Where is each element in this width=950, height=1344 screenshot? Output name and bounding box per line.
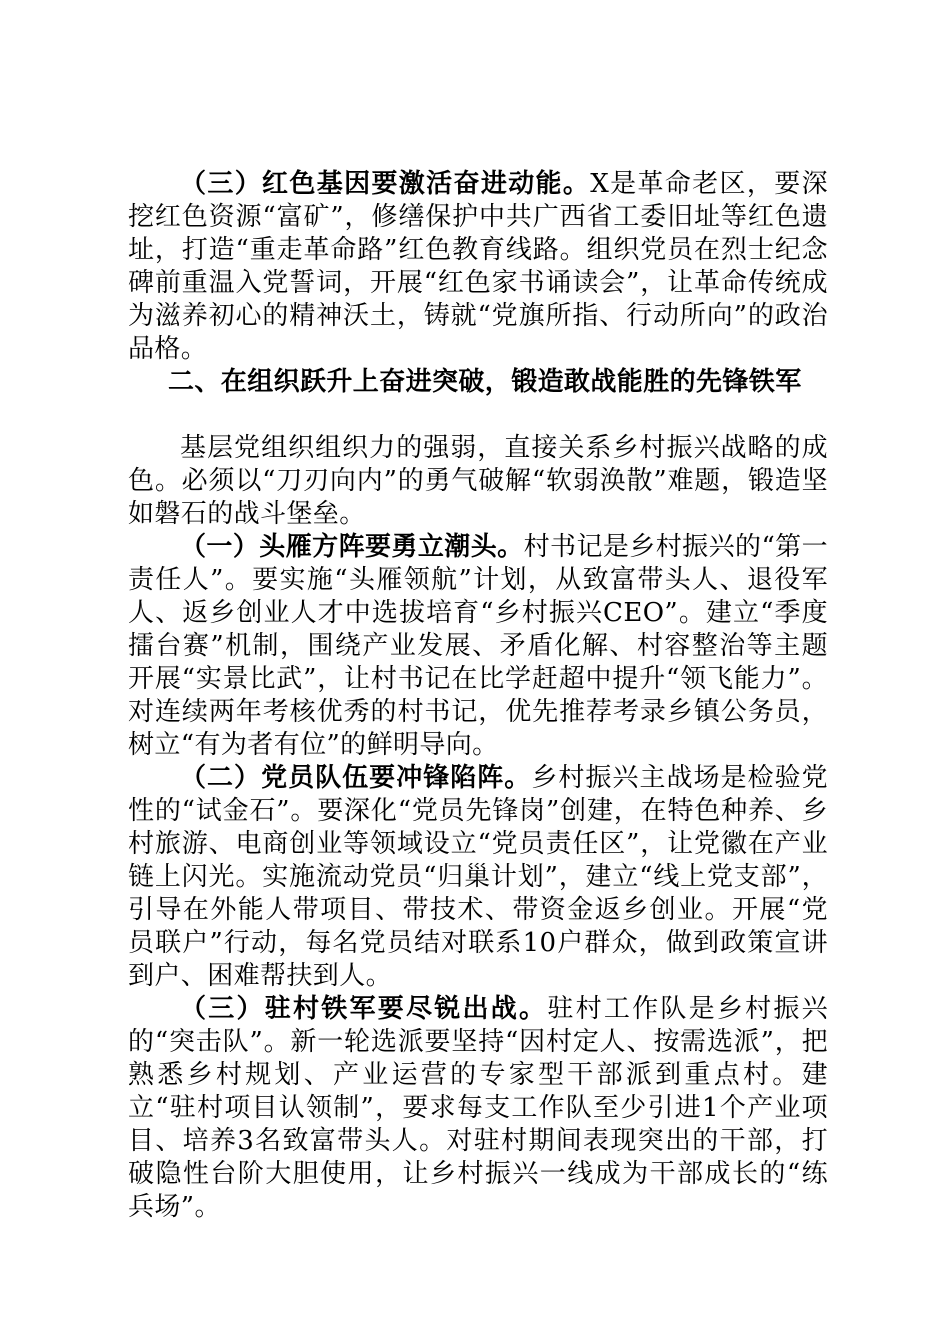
- paragraph-body: X是革命老区，要深挖红色资源“富矿”，修缮保护中共广西省工委旧址等红色遗址，打造“重走革命路”红色教育线路。组织党员在烈士纪念碑前重温入党誓词，开展“红色家书诵读会”，让革命传统成为滋养初心的精神沃土，铸就“党旗所指、行动所向”的政治品格。: [128, 169, 828, 364]
- paragraph-party-members: [128, 762, 828, 993]
- paragraph-lead: （三）红色基因要激活奋进动能。: [180, 169, 591, 199]
- paragraph-body: 驻村工作队是乡村振兴的“突击队”。新一轮选派要坚持“因村定人、按需选派”，把熟悉乡村规划、产业运营的专家型干部派到重点村。建立“驻村项目认领制”，要求每支工作队至少引进1个产业项目、培养3名致富带头人。对驻村期间表现突出的干部，打破隐性台阶大胆使用，让乡村振兴一线成为干部成长的“练兵场”。: [128, 994, 828, 1222]
- paragraph-body: 基层党组织组织力的强弱，直接关系乡村振兴战略的成色。必须以“刀刃向内”的勇气破解“软弱涣散”难题，锻造坚如磐石的战斗堡垒。: [128, 433, 828, 529]
- paragraph-village-team: [128, 993, 828, 1224]
- paragraph-red-gene: [128, 168, 828, 366]
- section-heading: 二、在组织跃升上奋进突破，锻造敢战能胜的先锋铁军: [168, 367, 802, 397]
- paragraph-lead: （一）头雁方阵要勇立潮头。: [180, 532, 524, 562]
- paragraph-body: 村书记是乡村振兴的“第一责任人”。要实施“头雁领航”计划，从致富带头人、退役军人、返乡创业人才中选拔培育“乡村振兴CEO”。建立“季度擂台赛”机制，围绕产业发展、矛盾化解、村容整治等主题开展“实景比武”，让村书记在比学赶超中提升“领飞能力”。对连续两年考核优秀的村书记，优先推荐考录乡镇公务员，树立“有为者有位”的鲜明导向。: [128, 532, 829, 760]
- paragraph-intro: [128, 432, 828, 531]
- paragraph-body: 乡村振兴主战场是检验党性的“试金石”。要深化“党员先锋岗”创建，在特色种养、乡村旅游、电商创业等领域设立“党员责任区”，让党徽在产业链上闪光。实施流动党员“归巢计划”，建立“线上党支部”，引导在外能人带项目、带技术、带资金返乡创业。开展“党员联户”行动，每名党员结对联系10户群众，做到政策宣讲到户、困难帮扶到人。: [128, 763, 829, 991]
- paragraph-lead: （三）驻村铁军要尽锐出战。: [180, 994, 548, 1024]
- paragraph-lead: （二）党员队伍要冲锋陷阵。: [180, 763, 532, 793]
- paragraph-leading-geese: [128, 531, 828, 762]
